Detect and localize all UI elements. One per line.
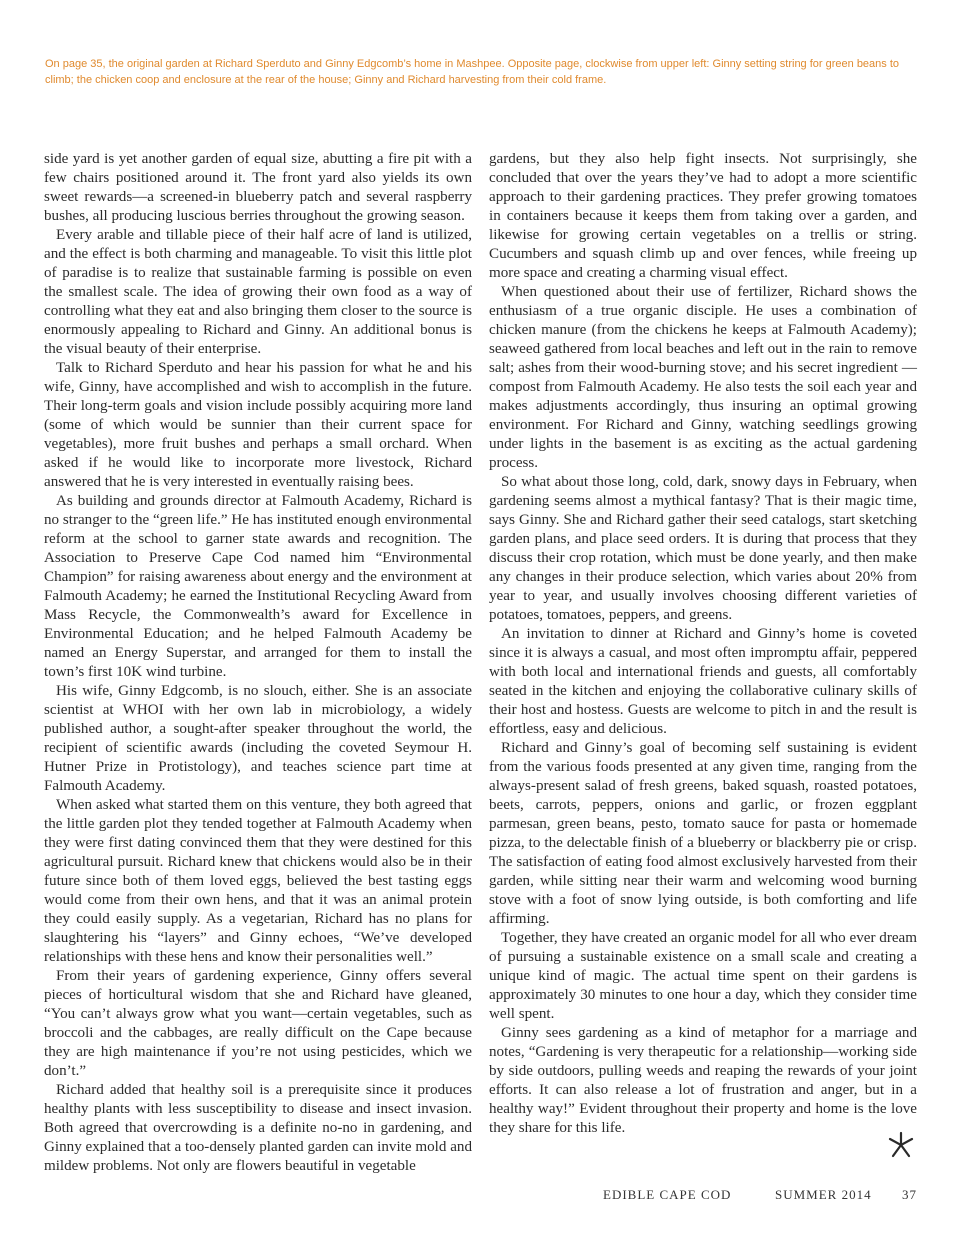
article-column-right xyxy=(489,150,917,1138)
paragraph: As building and grounds director at Falmouth Academy, Richard is no stranger to the “green life.” He has instituted enough environmental reform at the school to garner state awards and recognition. The Association to Preserve Cape Cod named him “Environmental Champion” for raising awareness about energy and the environment at Falmouth Academy; he earned the Institutional Recycling Award from Mass Recycle, the Commonwealth’s award for Excellence in Environmental Education; and he helped Falmouth Academy be named an Energy Superstar, and arranged for them to install the town’s first 10K wind turbine. xyxy=(44,493,472,680)
paragraph: Talk to Richard Sperduto and hear his passion for what he and his wife, Ginny, have accomplished and wish to accomplish in the future. Their long-term goals and vision include possibly acquiring more land (some of which would be sunnier than their current space for vegetables), more fruit bushes and perhaps a small orchard. When asked if he would like to incorporate more livestock, Richard answered that he is very interested in eventually raising bees. xyxy=(44,360,472,490)
paragraph: gardens, but they also help fight insects. Not surprisingly, she concluded that over the years they’ve had to adopt a more scientific approach to their gardening practices. They prefer growing tomatoes in containers because it keeps them from taking over a garden, and likewise for growing certain vegetables on a trellis or string. Cucumbers and squash climb up and over fences, while freeing up more space and creating a charming visual effect. xyxy=(489,151,917,281)
paragraph: His wife, Ginny Edgcomb, is no slouch, either. She is an associate scientist at WHOI with her own lab in microbiology, a widely published author, a sought-after speaker throughout the world, the recipient of scientific awards (including the coveted Seymour H. Hutner Prize in Protistology), and teaches science part time at Falmouth Academy. xyxy=(44,683,472,794)
paragraph: Richard and Ginny’s goal of becoming self sustaining is evident from the various foods presented at any given time, ranging from the always-present salad of fresh greens, baked squash, roasted potatoes, beets, carrots, peppers, onions and garlic, or frozen eggplant parmesan, green beans, pesto, tomato sauce for pasta or homemade pizza, to the delectable finish of a blueberry or blackberry pie or crisp. The satisfaction of eating food almost exclusively harvested from their garden, while sitting near their warm and welcoming wood burning stove with a foot of snow lying outside, is both comforting and life affirming. xyxy=(489,740,917,927)
paragraph: So what about those long, cold, dark, snowy days in February, when gardening seems almost a mythical fantasy? That is their magic time, says Ginny. She and Richard gather their seed catalogs, start sketching garden plans, and place seed orders. It is during that process that they discuss their crop rotation, which must be done yearly, and then make any changes in their produce selection, which varies about 20% from year to year, and usually involves choosing different varieties of potatoes, tomatoes, peppers, and greens. xyxy=(489,474,917,623)
paragraph: Richard added that healthy soil is a prerequisite since it produces healthy plants with less susceptibility to disease and insect invasion. Both agreed that overcrowding is a definite no-no in gardening, and Ginny explained that a too-densely planted garden can invite mold and mildew problems. Not only are flowers beautiful in vegetable xyxy=(44,1082,472,1174)
page-number: 37 xyxy=(902,1187,917,1202)
paragraph: From their years of gardening experience, Ginny offers several pieces of horticultural wisdom that she and Richard have gleaned, “You can’t always grow what you want—certain vegetables, such as broccoli and the cabbages, are really difficult on the Cape because they are high maintenance if you’re not using pesticides, which we don’t.” xyxy=(44,968,472,1079)
asterisk-end-mark-icon xyxy=(886,1130,916,1160)
paragraph: An invitation to dinner at Richard and Ginny’s home is coveted since it is always a casual, and most often impromptu affair, peppered with both local and international friends and guests, all comfortably seated in the kitchen and enjoying the collaborative culinary skills of their host and hostess. Guests are welcome to pitch in and the result is effortless, easy and delicious. xyxy=(489,626,917,737)
article-column-left xyxy=(44,150,472,1176)
magazine-name: EDIBLE CAPE COD xyxy=(603,1187,732,1202)
paragraph: side yard is yet another garden of equal size, abutting a fire pit with a few chairs positioned around it. The front yard also yields its own sweet rewards—a screened-in blueberry patch and several raspberry bushes, all producing luscious berries throughout the growing season. xyxy=(44,151,472,224)
photo-caption: On page 35, the original garden at Richard Sperduto and Ginny Edgcomb’s home in Mashpee. Opposite page, clockwise from upper left: Ginny setting string for green beans to climb; the chicken coop and enclosure at the rear of the house; Ginny and Richard harvesting from their cold frame. xyxy=(45,58,900,86)
paragraph: Together, they have created an organic model for all who ever dream of pursuing a sustainable existence on a small scale and creating a unique kind of magic. The actual time spent on their gardens is approximately 30 minutes to one hour a day, which they consider time well spent. xyxy=(489,930,917,1022)
issue-date: SUMMER 2014 xyxy=(775,1187,872,1202)
paragraph: When questioned about their use of fertilizer, Richard shows the enthusiasm of a true organic disciple. He uses a combination of chicken manure (from the chickens he keeps at Falmouth Academy); seaweed gathered from local beaches and left out in the rain to remove salt; ashes from their wood-burning stove; and his secret ingredient — compost from Falmouth Academy. He also tests the soil each year and makes adjustments accordingly, thus insuring an optimal growing environment. For Richard and Ginny, watching seedlings growing under lights in the basement is as exciting as the actual gardening process. xyxy=(489,284,917,471)
paragraph: Ginny sees gardening as a kind of metaphor for a marriage and notes, “Gardening is very therapeutic for a relationship—working side by side outdoors, pulling weeds and reaping the rewards of your joint efforts. It can also release a lot of frustration and anger, but in a healthy way!” Evident throughout their property and home is the love they share for this life. xyxy=(489,1025,917,1136)
paragraph: When asked what started them on this venture, they both agreed that the little garden plot they tended together at Falmouth Academy when they were first dating convinced them that they were destined for this agricultural pursuit. Richard knew that chickens would also be in their future since both of them loved eggs, believed the best tasting eggs would come from their own hens, and that it was an animal protein they could easily supply. As a vegetarian, Richard has no plans for slaughtering his “layers” and Ginny echoes, “We’ve developed relationships with these hens and know their personalities well.” xyxy=(44,797,472,965)
paragraph: Every arable and tillable piece of their half acre of land is utilized, and the effect is both charming and manageable. To visit this little plot of paradise is to realize that sustainable farming is possible on even the smallest scale. The idea of growing their own food as a way of controlling what they eat and also bringing them closer to the source is enormously appealing to Richard and Ginny. An additional bonus is the visual beauty of their enterprise. xyxy=(44,227,472,357)
